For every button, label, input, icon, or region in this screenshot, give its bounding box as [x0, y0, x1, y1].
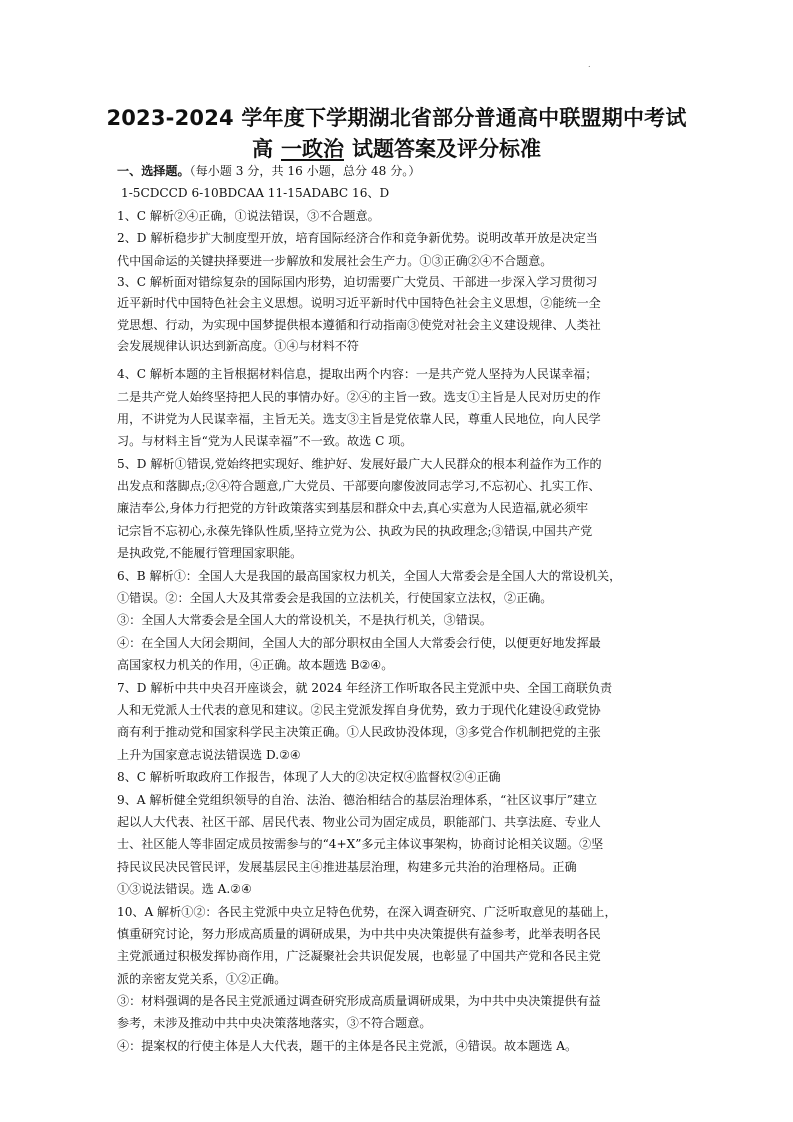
subtitle-suffix: 试题答案及评分标准 [352, 137, 541, 161]
text-line: 会发展规律认识达到新高度。①④与材料不符 [117, 338, 359, 353]
text-line: 人和无党派人士代表的意见和建议。②民主党派发挥自身优势，致力于现代化建设④政党协 [117, 703, 601, 717]
text-line: 二是共产党人始终坚持把人民的事情办好。②④的主旨一致。选支①主旨是人民对历史的作 [117, 389, 601, 404]
text-line: 10、A 解析①②：各民主党派中央立足特色优势，在深入调查研究、广泛听取意见的基础上， [117, 904, 617, 919]
text-line: 5、D 解析①错误,党始终把实现好、维护好、发展好最广大人民群众的根本利益作为工作的 [117, 456, 602, 471]
section-title: 一、选择题。 [117, 164, 190, 178]
subtitle-subject: 一政治 [281, 137, 344, 161]
text-line: 出发点和落脚点;②④符合题意,广大党员、干部要向廖俊波同志学习,不忘初心、扎实工作、 [117, 479, 601, 494]
text-line: 上升为国家意志说法错误选 D.②④ [117, 747, 301, 762]
text-line: 派的亲密友党关系，①②正确。 [117, 971, 287, 986]
text-line: 7、D 解析中共中央召开座谈会，就 2024 年经济工作听取各民主党派中央、全国工商联负责 [117, 680, 613, 695]
text-line: 1、C 解析②④正确，①说法错误，③不合题意。 [117, 208, 380, 223]
document-title: 2023-2024 学年度下学期湖北省部分普通高中联盟期中考试 [106, 106, 687, 130]
text-line: 近平新时代中国特色社会主义思想。说明习近平新时代中国特色社会主义思想，②能统一全 [117, 296, 601, 311]
document-subtitle [0, 133, 793, 163]
answer-key: 1-5CDCCD 6-10BDCAA 11-15ADABC 16、D [121, 186, 390, 201]
text-line: 9、A 解析健全党组织领导的自治、法治、德治相结合的基层治理体系，“社区议事厅”建立 [117, 792, 598, 807]
text-line: 8、C 解析听取政府工作报告，体现了人大的②决定权④监督权②④正确 [117, 770, 501, 785]
text-line: 3、C 解析面对错综复杂的国际国内形势，迫切需要广大党员、干部进一步深入学习贯彻习 [117, 274, 598, 289]
text-line: ③：材料强调的是各民主党派通过调查研究形成高质量调研成果，为中共中央决策提供有益 [117, 994, 601, 1009]
answer-content [117, 160, 687, 1080]
text-line: 主党派通过积极发挥协商作用，广泛凝聚社会共识促发展，也彰显了中国共产党和各民主党 [117, 949, 601, 964]
text-line: 是执政党,不能履行管理国家职能。 [117, 546, 303, 561]
text-line: 商有利于推动党和国家科学民主决策正确。①人民政协没体现，③多党合作机制把党的主张 [117, 725, 601, 740]
text-line: 慎重研究讨论，努力形成高质量的调研成果，为中共中央决策提供有益参考，此举表明各民 [117, 926, 601, 941]
text-line: 持民议民决民管民评，发展基层民主④推进基层治理，构建多元共治的治理格局。正确 [117, 859, 577, 874]
section-note: （每小题 3 分，共 16 小题，总分 48 分。） [189, 164, 421, 178]
text-line: 廉洁奉公,身体力行把党的方针政策落实到基层和群众中去,真心实意为人民造福,就必须牢 [117, 501, 589, 516]
text-line: 2、D 解析稳步扩大制度型开放，培育国际经济合作和竞争新优势。说明改革开放是决定当 [117, 231, 598, 246]
text-line: 起以人大代表、社区干部、居民代表、物业公司为固定成员，职能部门、共享法庭、专业人 [117, 814, 601, 829]
text-line: 高国家权力机关的作用，④正确。故本题选 B②④。 [117, 658, 394, 673]
text-line: ①③说法错误。选 A.②④ [117, 882, 252, 897]
subtitle-prefix: 高 [252, 137, 273, 161]
text-line: 代中国命运的关键抉择要进一步解放和发展社会生产力。①③正确②④不合题意。 [117, 253, 553, 268]
text-line: ③：全国人大常委会是全国人大的常设机关，不是执行机关，③错误。 [117, 613, 492, 628]
text-line: 记宗旨不忘初心,永葆先锋队性质,坚持立党为公、执政为民的执政理念;③错误,中国共产党 [117, 523, 593, 538]
text-line [117, 1057, 687, 1079]
text-line: 4、C 解析本题的主旨根据材料信息，提取出两个内容：一是共产党人坚持为人民谋幸福； [117, 367, 598, 382]
text-line: 参考，未涉及推动中共中央决策落地落实，③不符合题意。 [117, 1016, 432, 1031]
text-line: 士、社区能人等非固定成员按需参与的“4+X”多元主体议事架构，协商讨论相关议题。②坚 [117, 837, 604, 852]
text-line: 用，不讲党为人民谋幸福，主旨无关。选支③主旨是党依靠人民，尊重人民地位，向人民学 [117, 411, 601, 426]
text-line: ①错误。②：全国人大及其常委会是我国的立法机关，行使国家立法权，②正确。 [117, 591, 553, 606]
stray-dot: . [588, 60, 591, 69]
text-line: ④：在全国人大闭会期间，全国人大的部分职权由全国人大常委会行使，以便更好地发挥最 [117, 635, 601, 650]
text-line: ④：提案权的行使主体是人大代表，题干的主体是各民主党派，④错误。故本题选 A。 [117, 1038, 578, 1053]
text-line: 习。与材料主旨“党为人民谋幸福”不一致。故选 C 项。 [117, 434, 413, 449]
section-heading [117, 160, 687, 182]
text-line: 党思想、行动，为实现中国梦提供根本遵循和行动指南③使党对社会主义建设规律、人类社 [117, 317, 601, 332]
text-line: 6、B 解析①：全国人大是我国的最高国家权力机关，全国人大常委会是全国人大的常设机关， [117, 568, 622, 583]
